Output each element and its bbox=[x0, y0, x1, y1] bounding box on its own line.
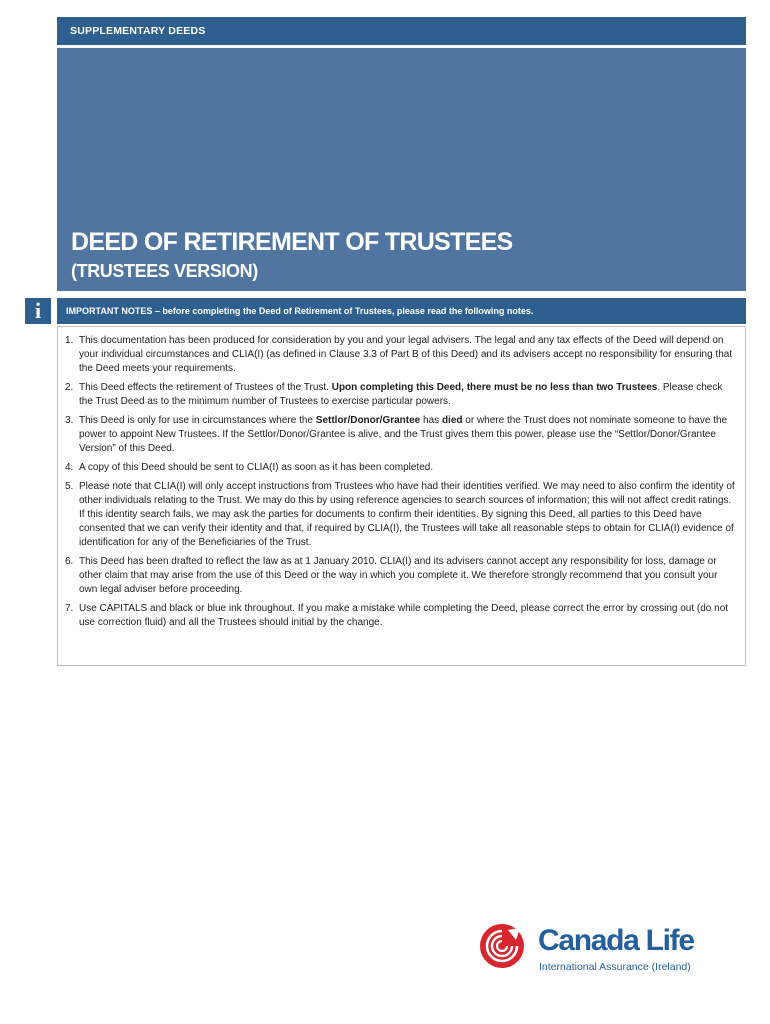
item-number: 6. bbox=[65, 556, 74, 567]
important-notes-bar bbox=[57, 298, 746, 324]
canada-life-logo-icon bbox=[478, 922, 526, 970]
list-item bbox=[65, 602, 735, 630]
info-icon: i bbox=[25, 298, 51, 324]
document-subtitle: (TRUSTEES VERSION) bbox=[71, 261, 258, 281]
item-text: . Please check the Trust Deed as to the minimum number of Trustees to exercise particular powers. bbox=[79, 382, 723, 407]
brand-subtitle: International Assurance (Ireland) bbox=[539, 961, 691, 973]
section-label: SUPPLEMENTARY DEEDS bbox=[70, 25, 206, 37]
item-text: This Deed effects the retirement of Trustees of the Trust. bbox=[79, 382, 332, 393]
list-item bbox=[65, 461, 735, 475]
notes-list bbox=[65, 334, 735, 630]
item-number: 7. bbox=[65, 603, 74, 614]
document-title: DEED OF RETIREMENT OF TRUSTEES bbox=[71, 228, 513, 256]
item-text: or where the Trust does not nominate someone to have the power to appoint New Trustees. If the Settlor/Donor/Grantee is alive, and the Trust gives them this power, please use the “Settlor/Donor/Grantee Version” of this Deed. bbox=[79, 415, 728, 454]
item-emphasis: died bbox=[441, 415, 463, 426]
item-text: This Deed is only for use in circumstances where the bbox=[79, 415, 316, 426]
section-header-bar bbox=[57, 17, 746, 45]
list-item bbox=[65, 555, 735, 597]
item-number: 5. bbox=[65, 481, 74, 492]
list-item bbox=[65, 334, 735, 376]
item-text: Please note that CLIA(I) will only accept instructions from Trustees who have had their identities verified. We may need to also confirm the identity of other individuals relating to the Trust. We may do this by using reference agencies to search sources of information; this will not affect credit ratings. If this identity search fails, we may ask the parties for documents to confirm their identities. By signing this Deed, all parties to this Deed have consented that we can verify their identity and that, if required by CLIA(I), the Trustees will take all reasonable steps to obtain for CLIA(I) evidence of identification for any of the Beneficiaries of the Trust. bbox=[79, 481, 735, 548]
item-text: This Deed has been drafted to reflect the law as at 1 January 2010. CLIA(I) and its advisers cannot accept any responsibility for loss, damage or other claim that may arise from the use of this Deed or the way in which you complete it. We therefore strongly recommend that you consult your own legal adviser before proceeding. bbox=[79, 556, 718, 595]
item-emphasis: Settlor/Donor/Grantee bbox=[315, 415, 421, 426]
canada-life-logo bbox=[478, 920, 728, 980]
title-banner bbox=[57, 48, 746, 291]
list-item bbox=[65, 414, 735, 456]
item-text: This documentation has been produced for consideration by you and your legal advisers. The legal and any tax effects of the Deed will depend on your individual circumstances and CLIA(I) (as defined in Clause 3.3 of Part B of this Deed) and its advisers accept no responsibility for ensuring that the Deed meets your requirements. bbox=[79, 335, 733, 374]
item-number: 1. bbox=[65, 335, 74, 346]
item-text: A copy of this Deed should be sent to CLIA(I) as soon as it has been completed. bbox=[79, 462, 434, 473]
important-notes-heading: IMPORTANT NOTES – before completing the Deed of Retirement of Trustees, please read the following notes. bbox=[66, 306, 534, 316]
item-number: 4. bbox=[65, 462, 74, 473]
item-emphasis: Upon completing this Deed, there must be no less than two Trustees bbox=[331, 382, 658, 393]
item-number: 2. bbox=[65, 382, 74, 393]
notes-box bbox=[57, 326, 746, 666]
item-text: Use CAPITALS and black or blue ink throughout. If you make a mistake while completing the Deed, please correct the error by crossing out (do not use correction fluid) and all the Trustees should initial by the change. bbox=[79, 603, 729, 628]
list-item bbox=[65, 480, 735, 550]
item-number: 3. bbox=[65, 415, 74, 426]
list-item bbox=[65, 381, 735, 409]
brand-name: Canada Life bbox=[538, 924, 694, 957]
item-text: has bbox=[420, 415, 442, 426]
